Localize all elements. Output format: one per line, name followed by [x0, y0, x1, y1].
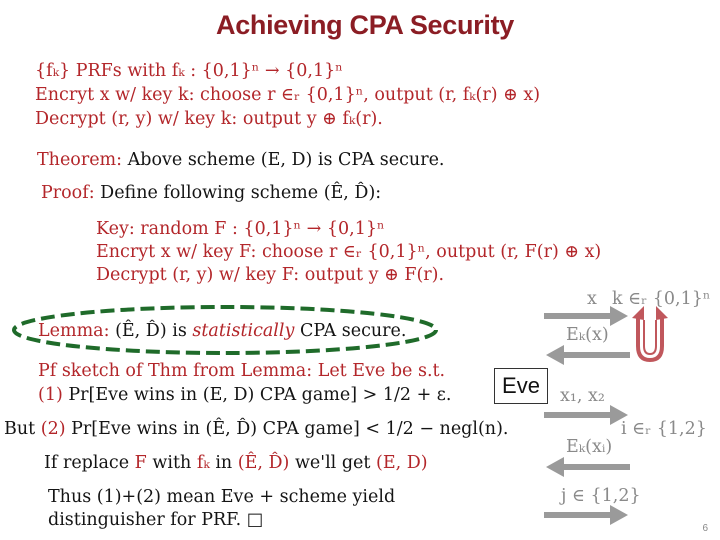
lemma-post: CPA secure.: [299, 321, 407, 341]
arrow-x-right: [544, 306, 628, 326]
intro-prf-text: {fₖ} PRFs with fₖ : {0,1}ⁿ → {0,1}ⁿ: [35, 61, 343, 81]
sketch-1-text: Pr[Eve wins in (E, D) CPA game] > 1/2 + ε.: [68, 385, 452, 405]
sketch-thus-line-2: distinguisher for PRF. □: [48, 510, 264, 530]
loop-arrow-icon: [630, 306, 670, 362]
replace-pre: If replace: [44, 453, 130, 473]
replace-with: with: [152, 453, 192, 473]
lemma-line: [38, 320, 406, 342]
arrow-ek-xi-left: [546, 457, 630, 477]
arrow-ek-left: [546, 345, 630, 365]
diagram-ek-xi: Eₖ(xᵢ): [566, 437, 613, 457]
lemma-emphasis: statistically: [192, 321, 295, 341]
sketch-but: But: [4, 419, 36, 439]
proof-encrypt-line: Encryt x w/ key F: choose r ∈ᵣ {0,1}ⁿ, output (r, F(r) ⊕ x): [96, 242, 602, 262]
intro-line-encrypt: Encryt x w/ key k: choose r ∈ᵣ {0,1}ⁿ, output (r, fₖ(r) ⊕ x): [35, 85, 541, 105]
replace-get: we'll get: [294, 453, 371, 473]
theorem-text: Above scheme (E, D) is CPA secure.: [127, 150, 445, 170]
diagram-j-choose: j ∈ {1,2}: [561, 486, 641, 506]
sketch-2-text: Pr[Eve wins in (Ê, D̂) CPA game] < 1/2 − negl(n).: [71, 419, 509, 439]
diagram-x1x2: x₁, x₂: [560, 386, 605, 406]
sketch-replace-line: [44, 452, 428, 474]
arrow-x1x2-right: [544, 405, 628, 425]
replace-fk: fₖ: [196, 453, 210, 473]
page-number: 6: [702, 523, 708, 534]
lemma-label: Lemma:: [38, 321, 110, 341]
proof-decrypt-line: Decrypt (r, y) w/ key F: output y ⊕ F(r).: [96, 265, 445, 285]
diagram-k-choose: k ∈ᵣ {0,1}ⁿ: [612, 289, 711, 309]
replace-F: F: [134, 453, 147, 473]
arrow-j-right: [544, 505, 628, 525]
diagram-i-choose: i ∈ᵣ {1,2}: [621, 419, 707, 439]
proof-line: [41, 182, 381, 204]
proof-text: Define following scheme (Ê, D̂):: [100, 183, 382, 203]
replace-hat-scheme: (Ê, D̂): [237, 453, 290, 473]
intro-line-decrypt: Decrypt (r, y) w/ key k: output y ⊕ fₖ(r).: [35, 109, 383, 129]
slide-title: Achieving CPA Security: [216, 10, 514, 40]
intro-line-prf: [35, 60, 343, 82]
eve-box: Eve: [494, 368, 548, 404]
sketch-thus-line-1: Thus (1)+(2) mean Eve + scheme yield: [48, 487, 396, 507]
diagram-x-label: x: [587, 289, 597, 309]
theorem-label: Theorem:: [37, 150, 123, 170]
replace-ED: (E, D): [376, 453, 428, 473]
sketch-1-number: (1): [38, 385, 63, 405]
theorem-line: [37, 149, 445, 171]
sketch-line-1: [38, 384, 451, 406]
replace-in: in: [215, 453, 233, 473]
lemma-pre: (Ê, D̂) is: [115, 321, 187, 341]
proof-key-line: Key: random F : {0,1}ⁿ → {0,1}ⁿ: [96, 219, 385, 239]
proof-label: Proof:: [41, 183, 95, 203]
sketch-line-2: [4, 418, 508, 440]
diagram-ek-x: Eₖ(x): [566, 325, 609, 345]
sketch-intro-line: Pf sketch of Thm from Lemma: Let Eve be s.t.: [38, 361, 446, 381]
sketch-2-number: (2): [40, 419, 66, 439]
